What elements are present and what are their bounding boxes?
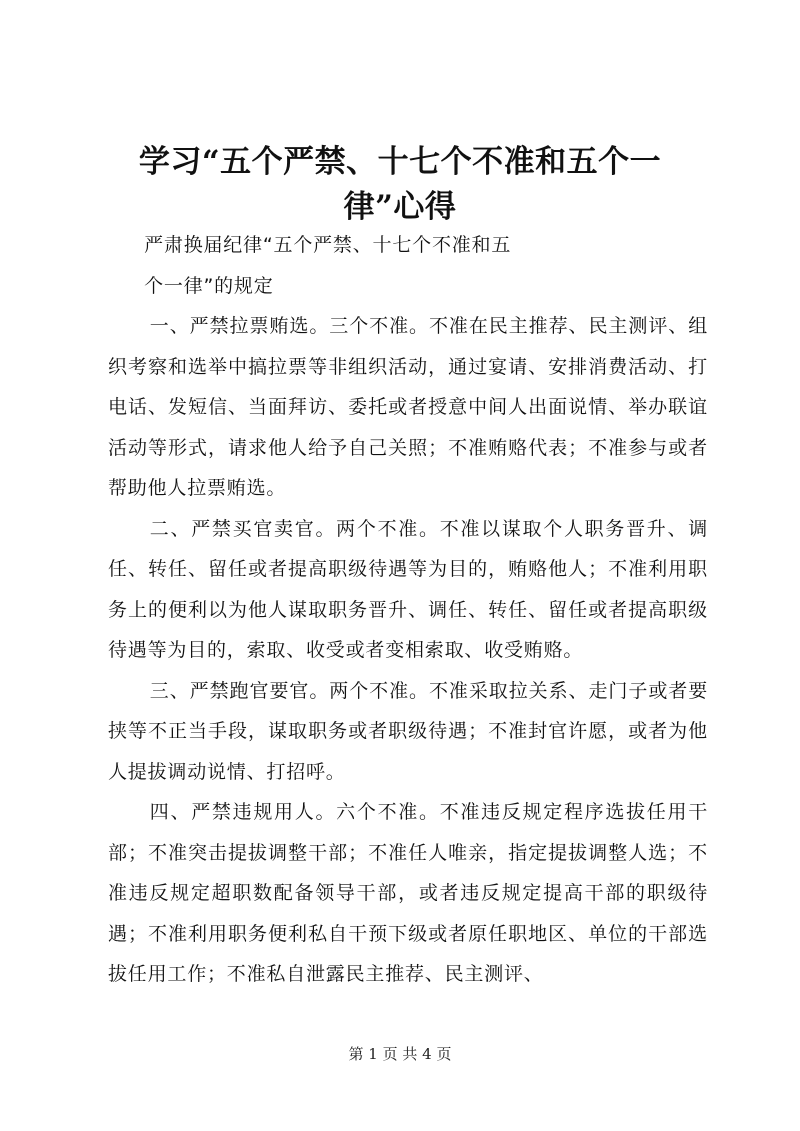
subtitle-line-1: 严肃换届纪律“五个严禁、十七个不准和五 <box>144 234 512 256</box>
paragraph-3: 三、严禁跑官要官。两个不准。不准采取拉关系、走门子或者要挟等不正当手段，谋取职务或者职级待遇；不准封官许愿，或者为他人提拔调动说情、打招呼。 <box>108 679 708 783</box>
subtitle-line-2: 个一律”的规定 <box>144 274 274 297</box>
page-footer: 第 1 页 共 4 页 <box>348 1045 452 1063</box>
paragraph-1: 一、严禁拉票贿选。三个不准。不准在民主推荐、民主测评、组织考察和选举中搞拉票等非组织活动，通过宴请、安排消费活动、打电话、发短信、当面拜访、委托或者授意中间人出面说情、举办联谊活动等形式，请求他人给予自己关照；不准贿赂代表；不准参与或者帮助他人拉票贿选。 <box>108 315 708 499</box>
paragraph-4: 四、严禁违规用人。六个不准。不准违反规定程序选拔任用干部；不准突击提拔调整干部；不准任人唯亲，指定提拔调整人选；不准违反规定超职数配备领导干部，或者违反规定提高干部的职级待遇；不准利用职务便利私自干预下级或者原任职地区、单位的干部选拔任用工作；不准私自泄露民主推荐、民主测评、 <box>108 801 708 985</box>
document-body <box>108 225 708 995</box>
paragraph-2: 二、严禁买官卖官。两个不准。不准以谋取个人职务晋升、调任、转任、留任或者提高职级待遇等为目的，贿赂他人；不准利用职务上的便利以为他人谋取职务晋升、调任、转任、留任或者提高职级待遇等为目的，索取、收受或者变相索取、收受贿赂。 <box>108 517 708 661</box>
document-title: 学习“五个严禁、十七个不准和五个一律”心得 <box>138 144 662 225</box>
